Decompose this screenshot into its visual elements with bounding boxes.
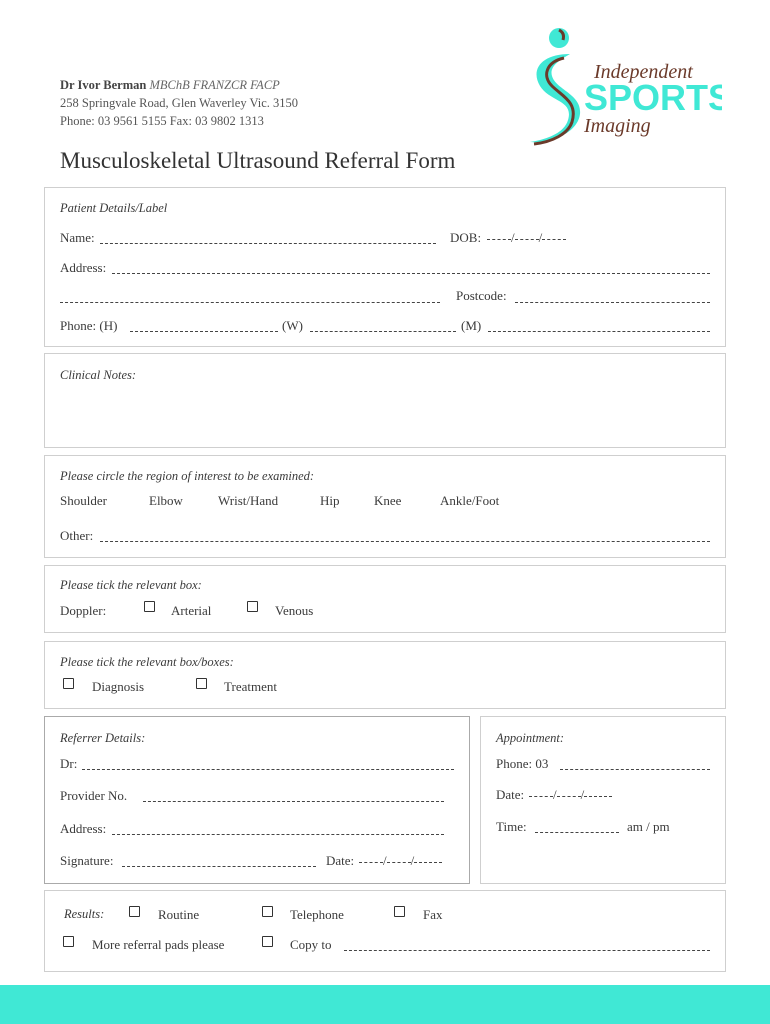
more-pads-label: More referral pads please [92,937,225,952]
telephone-checkbox[interactable] [262,906,273,917]
clinical-notes-section[interactable] [44,353,726,448]
provider-field[interactable] [143,801,444,802]
appointment-date-field[interactable]: / / [529,787,612,803]
dob-field[interactable]: / / [487,230,566,246]
dob-label: DOB: [450,230,482,245]
region-knee[interactable]: Knee [374,493,402,508]
region-wrist-hand[interactable]: Wrist/Hand [218,493,279,508]
referrer-dr-label: Dr: [60,756,78,771]
practice-address: 258 Springvale Road, Glen Waverley Vic. 3150 [60,96,299,110]
arterial-checkbox[interactable] [144,601,155,612]
phone-home-label: Phone: (H) [60,318,118,333]
address-field-line2[interactable] [60,302,440,303]
doppler-label: Doppler: [60,603,107,618]
referrer-date-label: Date: [326,853,355,868]
postcode-label: Postcode: [456,288,507,303]
treatment-label: Treatment [224,679,277,694]
diagnosis-checkbox[interactable] [63,678,74,689]
fax-label: Fax [423,907,443,922]
referrer-date-field[interactable]: / / [359,853,442,869]
copy-to-checkbox[interactable] [262,936,273,947]
practice-contact: Phone: 03 9561 5155 Fax: 03 9802 1313 [60,114,264,128]
results-heading: Results: [64,907,105,921]
region-elbow[interactable]: Elbow [149,493,183,508]
logo [522,24,722,150]
telephone-label: Telephone [290,907,344,922]
doppler-heading: Please tick the relevant box: [60,578,202,592]
results-section [44,890,726,972]
purpose-heading: Please tick the relevant box/boxes: [60,655,234,669]
referrer-heading: Referrer Details: [60,731,146,745]
phone-work-label: (W) [282,318,303,333]
doppler-section [44,565,726,633]
venous-checkbox[interactable] [247,601,258,612]
venous-label: Venous [275,603,314,618]
referrer-address-label: Address: [60,821,107,836]
logo-text-2: SPORTS [584,77,722,118]
postcode-field[interactable] [515,302,710,303]
phone-work-field[interactable] [310,331,456,332]
region-ankle-foot[interactable]: Ankle/Foot [440,493,500,508]
appointment-phone-field[interactable] [560,769,710,770]
region-hip[interactable]: Hip [320,493,340,508]
logo-graphic [522,24,722,150]
provider-label: Provider No. [60,788,128,803]
phone-mobile-label: (M) [461,318,482,333]
address-label: Address: [60,260,107,275]
am-pm-label: am / pm [627,819,670,834]
routine-checkbox[interactable] [129,906,140,917]
signature-label: Signature: [60,853,114,868]
region-shoulder[interactable]: Shoulder [60,493,107,508]
clinical-notes-heading: Clinical Notes: [60,368,137,382]
referrer-dr-field[interactable] [82,769,454,770]
form-title: Musculoskeletal Ultrasound Referral Form [60,148,456,173]
logo-text-3: Imaging [584,115,651,137]
phone-mobile-field[interactable] [488,331,710,332]
appointment-date-label: Date: [496,787,525,802]
other-label: Other: [60,528,94,543]
copy-to-label: Copy to [290,937,332,952]
routine-label: Routine [158,907,200,922]
diagnosis-label: Diagnosis [92,679,144,694]
region-heading: Please circle the region of interest to be examined: [60,469,315,483]
patient-heading: Patient Details/Label [60,201,168,215]
appointment-time-field[interactable] [535,832,619,833]
logo-text-1: Independent [594,61,693,83]
purpose-section [44,641,726,709]
appointment-time-label: Time: [496,819,527,834]
doctor-qualifications: MBChB FRANZCR FACP [149,78,280,92]
footer-bar [0,985,770,1024]
fax-checkbox[interactable] [394,906,405,917]
practice-details [60,76,298,130]
more-pads-checkbox[interactable] [63,936,74,947]
copy-to-field[interactable] [344,950,710,951]
arterial-label: Arterial [171,603,212,618]
appointment-heading: Appointment: [496,731,565,745]
name-field[interactable] [100,243,436,244]
phone-home-field[interactable] [130,331,278,332]
signature-field[interactable] [122,866,316,867]
name-label: Name: [60,230,95,245]
doctor-name: Dr Ivor Berman [60,78,147,92]
address-field[interactable] [112,273,710,274]
treatment-checkbox[interactable] [196,678,207,689]
appointment-phone-label: Phone: 03 [496,756,549,771]
other-field[interactable] [100,541,710,542]
referrer-address-field[interactable] [112,834,444,835]
